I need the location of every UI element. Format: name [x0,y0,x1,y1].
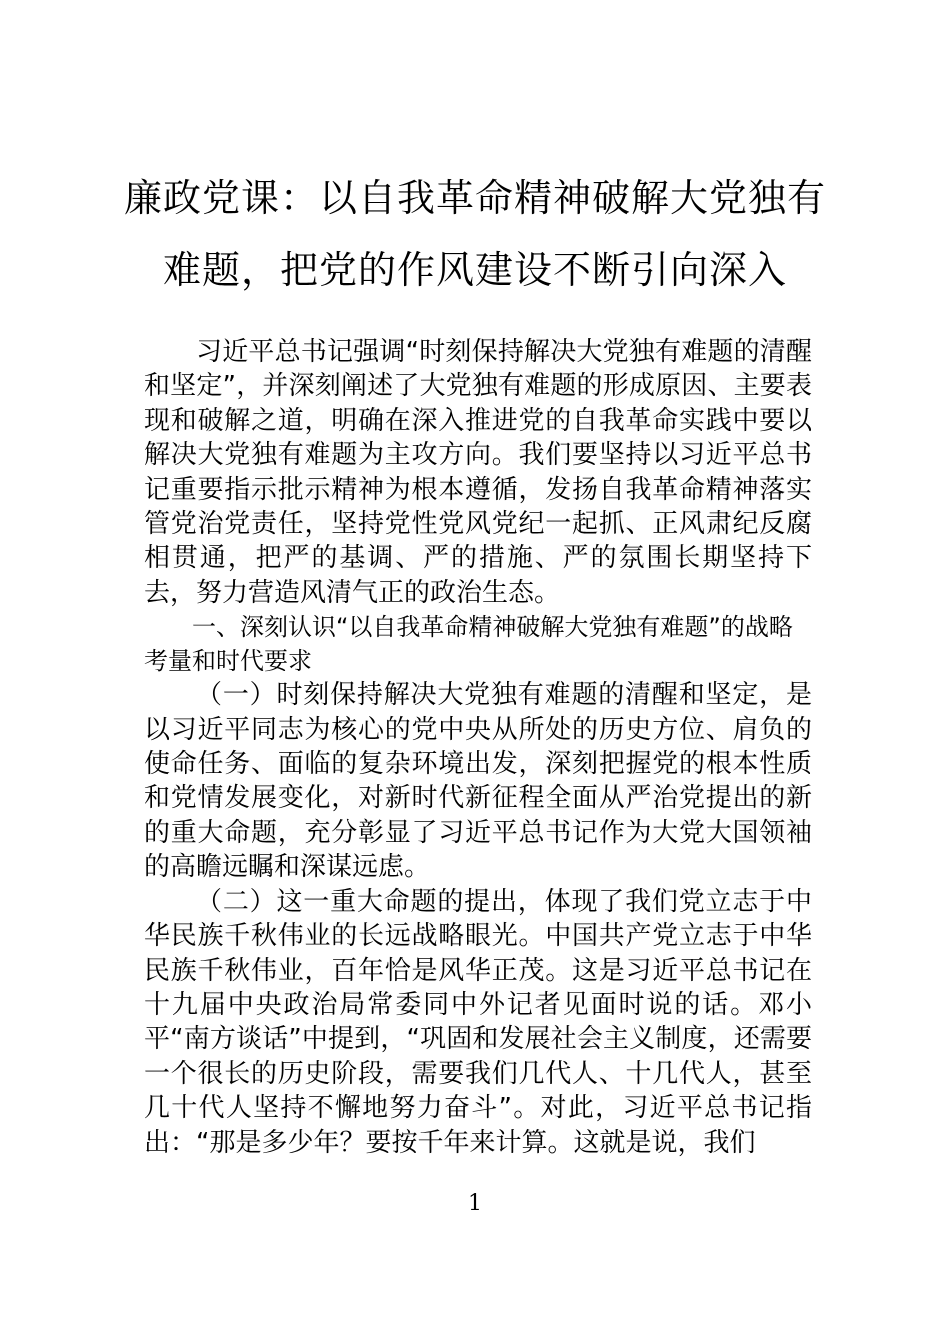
point-1-paragraph: （一）时刻保持解决大党独有难题的清醒和坚定，是以习近平同志为核心的党中央从所处的历史方位、肩负的使命任务、面临的复杂环境出发，深刻把握党的根本性质和党情发展变化，对新时代新征程全面从严治党提出的新的重大命题，充分彰显了习近平总书记作为大党大国领袖的高瞻远瞩和深谋远虑。 [144,680,812,883]
document-body [144,335,812,1160]
document-title [100,162,850,306]
intro-paragraph: 习近平总书记强调“时刻保持解决大党独有难题的清醒和坚定”，并深刻阐述了大党独有难题的形成原因、主要表现和破解之道，明确在深入推进党的自我革命实践中要以解决大党独有难题为主攻方向。我们要坚持以习近平总书记重要指示批示精神为根本遵循，发扬自我革命精神落实管党治党责任，坚持党性党风党纪一起抓、正风肃纪反腐相贯通，把严的基调、严的措施、严的氛围长期坚持下去，努力营造风清气正的政治生态。 [144,337,812,608]
section-1-heading: 一、深刻认识“以自我革命精神破解大党独有难题”的战略考量和时代要求 [144,613,793,676]
title-line-2: 难题，把党的作风建设不断引向深入 [162,248,787,292]
title-line-1: 廉政党课：以自我革命精神破解大党独有 [123,176,826,220]
page-number: 1 [468,1191,482,1216]
point-2-paragraph: （二）这一重大命题的提出，体现了我们党立志于中华民族千秋伟业的长远战略眼光。中国共产党立志于中华民族千秋伟业，百年恰是风华正茂。这是习近平总书记在十九届中央政治局常委同中外记者见面时说的话。邓小平“南方谈话”中提到，“巩固和发展社会主义制度，还需要一个很长的历史阶段，需要我们几代人、十几代人，甚至几十代人坚持不懈地努力奋斗”。对此，习近平总书记指出：“那是多少年？要按千年来计算。这就是说，我们 [144,886,812,1158]
